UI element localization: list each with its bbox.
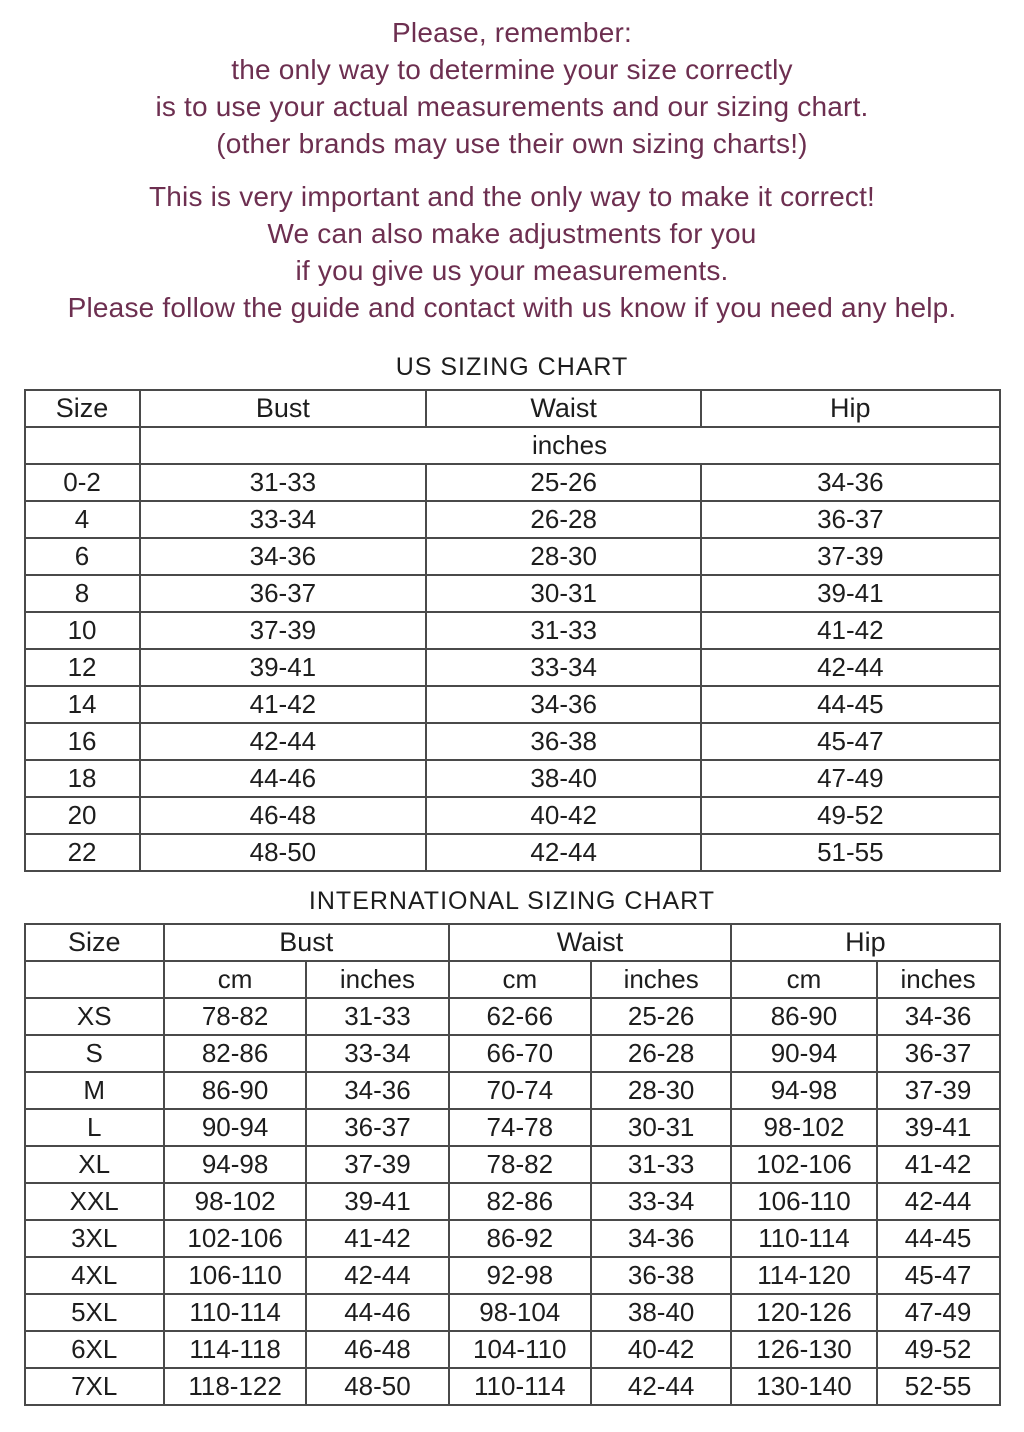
table-cell: 6XL (25, 1331, 164, 1368)
table-row (25, 1146, 1000, 1183)
table-cell: 37-39 (306, 1146, 448, 1183)
table-cell: 106-110 (164, 1257, 306, 1294)
table-cell: 36-37 (877, 1035, 1000, 1072)
intl-header-row (25, 924, 1000, 961)
table-cell: 98-102 (731, 1109, 876, 1146)
intro-paragraph-1 (0, 14, 1024, 162)
table-cell: 86-90 (731, 998, 876, 1035)
table-row (25, 1294, 1000, 1331)
table-row (25, 723, 1000, 760)
table-cell: 46-48 (140, 797, 427, 834)
table-cell: 26-28 (426, 501, 701, 538)
table-cell: 42-44 (591, 1368, 731, 1405)
table-cell: 41-42 (877, 1146, 1000, 1183)
table-row (25, 1220, 1000, 1257)
table-cell: 82-86 (449, 1183, 591, 1220)
table-row (25, 1183, 1000, 1220)
table-cell: 94-98 (731, 1072, 876, 1109)
table-row (25, 538, 1000, 575)
table-cell: 47-49 (701, 760, 999, 797)
table-cell: 7XL (25, 1368, 164, 1405)
table-cell: 37-39 (877, 1072, 1000, 1109)
table-cell: 44-45 (877, 1220, 1000, 1257)
intro-line: This is very important and the only way to make it correct! (148, 181, 876, 212)
table-cell: 12 (25, 649, 140, 686)
intro-text (0, 14, 1024, 326)
table-row (25, 834, 1000, 871)
table-cell: 34-36 (701, 464, 999, 501)
us-chart-title: US SIZING CHART (395, 353, 629, 381)
table-cell: 25-26 (591, 998, 731, 1035)
table-cell: 31-33 (306, 998, 448, 1035)
us-units-label: inches (140, 427, 1000, 464)
table-cell: 48-50 (306, 1368, 448, 1405)
table-cell: 25-26 (426, 464, 701, 501)
table-row (25, 501, 1000, 538)
table-cell: 42-44 (701, 649, 999, 686)
table-row (25, 1331, 1000, 1368)
table-cell: 42-44 (306, 1257, 448, 1294)
table-cell: 114-120 (731, 1257, 876, 1294)
table-cell: 10 (25, 612, 140, 649)
table-row (25, 1109, 1000, 1146)
intro-line: if you give us your measurements. (295, 255, 729, 286)
table-cell: M (25, 1072, 164, 1109)
table-row (25, 760, 1000, 797)
table-cell: 52-55 (877, 1368, 1000, 1405)
table-row (25, 1257, 1000, 1294)
table-cell: 37-39 (701, 538, 999, 575)
table-cell: 47-49 (877, 1294, 1000, 1331)
intl-unit-bust-cm: cm (164, 961, 306, 998)
intro-line: We can also make adjustments for you (267, 218, 757, 249)
table-cell: 46-48 (306, 1331, 448, 1368)
table-row (25, 575, 1000, 612)
table-cell: XXL (25, 1183, 164, 1220)
us-column-header-bust: Bust (140, 390, 427, 427)
table-cell: 34-36 (306, 1072, 448, 1109)
table-cell: 28-30 (426, 538, 701, 575)
table-cell: 114-118 (164, 1331, 306, 1368)
table-cell: 45-47 (701, 723, 999, 760)
us-units-row (25, 427, 1000, 464)
table-row (25, 686, 1000, 723)
table-cell: S (25, 1035, 164, 1072)
table-cell: 36-38 (426, 723, 701, 760)
table-cell: 36-37 (306, 1109, 448, 1146)
table-cell: 92-98 (449, 1257, 591, 1294)
table-cell: 14 (25, 686, 140, 723)
table-cell: 22 (25, 834, 140, 871)
us-column-header-waist: Waist (426, 390, 701, 427)
intl-column-header-size: Size (25, 924, 164, 961)
table-cell: 33-34 (306, 1035, 448, 1072)
us-sizing-table (24, 389, 1001, 872)
table-cell: 40-42 (591, 1331, 731, 1368)
table-cell: 82-86 (164, 1035, 306, 1072)
table-cell: 39-41 (140, 649, 427, 686)
table-cell: 90-94 (164, 1109, 306, 1146)
intl-unit-waist-inches: inches (591, 961, 731, 998)
table-cell: 41-42 (140, 686, 427, 723)
table-cell: 102-106 (731, 1146, 876, 1183)
intro-line: Please, remember: (392, 17, 632, 48)
table-cell: 48-50 (140, 834, 427, 871)
intl-column-header-waist: Waist (449, 924, 732, 961)
table-cell: 33-34 (591, 1183, 731, 1220)
table-row (25, 1035, 1000, 1072)
table-cell: 130-140 (731, 1368, 876, 1405)
table-cell: 45-47 (877, 1257, 1000, 1294)
table-cell: 86-90 (164, 1072, 306, 1109)
table-row (25, 797, 1000, 834)
table-cell: 41-42 (701, 612, 999, 649)
intro-line: (other brands may use their own sizing charts!) (216, 128, 808, 159)
table-cell: 102-106 (164, 1220, 306, 1257)
table-row (25, 612, 1000, 649)
table-cell: 49-52 (701, 797, 999, 834)
table-cell: XS (25, 998, 164, 1035)
table-row (25, 464, 1000, 501)
table-cell: 110-114 (449, 1368, 591, 1405)
table-cell: 42-44 (877, 1183, 1000, 1220)
table-cell: 86-92 (449, 1220, 591, 1257)
table-cell: 3XL (25, 1220, 164, 1257)
table-cell: 38-40 (591, 1294, 731, 1331)
table-cell: 31-33 (140, 464, 427, 501)
table-cell: 33-34 (140, 501, 427, 538)
table-cell: 20 (25, 797, 140, 834)
intl-column-header-bust: Bust (164, 924, 449, 961)
table-cell: 4XL (25, 1257, 164, 1294)
table-cell: 26-28 (591, 1035, 731, 1072)
table-cell: 40-42 (426, 797, 701, 834)
intl-unit-waist-cm: cm (449, 961, 591, 998)
table-cell: XL (25, 1146, 164, 1183)
table-cell: 16 (25, 723, 140, 760)
table-cell: 41-42 (306, 1220, 448, 1257)
table-cell: 39-41 (877, 1109, 1000, 1146)
table-cell: 36-37 (140, 575, 427, 612)
table-cell: 28-30 (591, 1072, 731, 1109)
table-cell: 98-104 (449, 1294, 591, 1331)
table-cell: 31-33 (426, 612, 701, 649)
table-cell: 6 (25, 538, 140, 575)
table-cell: 110-114 (731, 1220, 876, 1257)
us-column-header-hip: Hip (701, 390, 999, 427)
table-cell: 4 (25, 501, 140, 538)
table-cell: 42-44 (140, 723, 427, 760)
table-cell: 44-45 (701, 686, 999, 723)
table-cell: 78-82 (164, 998, 306, 1035)
table-cell: 34-36 (877, 998, 1000, 1035)
table-cell: 5XL (25, 1294, 164, 1331)
table-row (25, 649, 1000, 686)
table-cell: 39-41 (701, 575, 999, 612)
table-cell: 34-36 (426, 686, 701, 723)
intro-line: the only way to determine your size correctly (231, 54, 793, 85)
table-cell: 42-44 (426, 834, 701, 871)
table-cell: 33-34 (426, 649, 701, 686)
intl-units-empty-cell (25, 961, 164, 998)
table-cell: 39-41 (306, 1183, 448, 1220)
table-cell: 31-33 (591, 1146, 731, 1183)
table-cell: 30-31 (426, 575, 701, 612)
table-cell: 18 (25, 760, 140, 797)
intl-unit-hip-cm: cm (731, 961, 876, 998)
table-cell: 36-37 (701, 501, 999, 538)
table-cell: 104-110 (449, 1331, 591, 1368)
intl-column-header-hip: Hip (731, 924, 999, 961)
table-cell: 90-94 (731, 1035, 876, 1072)
table-cell: 8 (25, 575, 140, 612)
table-cell: 98-102 (164, 1183, 306, 1220)
intl-unit-hip-inches: inches (877, 961, 1000, 998)
us-header-row (25, 390, 1000, 427)
intro-line: Please follow the guide and contact with us know if you need any help. (67, 292, 957, 323)
table-cell: 36-38 (591, 1257, 731, 1294)
table-cell: 66-70 (449, 1035, 591, 1072)
table-row (25, 1368, 1000, 1405)
table-cell: 30-31 (591, 1109, 731, 1146)
table-cell: 120-126 (731, 1294, 876, 1331)
table-cell: 70-74 (449, 1072, 591, 1109)
intro-line: is to use your actual measurements and our sizing chart. (155, 91, 869, 122)
international-sizing-table (24, 923, 1001, 1406)
intl-chart-title: INTERNATIONAL SIZING CHART (308, 887, 716, 915)
table-cell: 74-78 (449, 1109, 591, 1146)
table-cell: 126-130 (731, 1331, 876, 1368)
table-cell: 110-114 (164, 1294, 306, 1331)
us-units-empty-cell (25, 427, 140, 464)
table-cell: 44-46 (306, 1294, 448, 1331)
table-cell: 51-55 (701, 834, 999, 871)
table-row (25, 998, 1000, 1035)
table-cell: 118-122 (164, 1368, 306, 1405)
table-cell: 44-46 (140, 760, 427, 797)
intro-paragraph-2 (0, 178, 1024, 326)
table-cell: 78-82 (449, 1146, 591, 1183)
table-cell: 62-66 (449, 998, 591, 1035)
table-cell: 34-36 (591, 1220, 731, 1257)
table-cell: 37-39 (140, 612, 427, 649)
table-row (25, 1072, 1000, 1109)
table-cell: 38-40 (426, 760, 701, 797)
us-column-header-size: Size (25, 390, 140, 427)
table-cell: 34-36 (140, 538, 427, 575)
table-cell: 94-98 (164, 1146, 306, 1183)
table-cell: 106-110 (731, 1183, 876, 1220)
intl-units-row (25, 961, 1000, 998)
intl-unit-bust-inches: inches (306, 961, 448, 998)
table-cell: 0-2 (25, 464, 140, 501)
table-cell: 49-52 (877, 1331, 1000, 1368)
table-cell: L (25, 1109, 164, 1146)
